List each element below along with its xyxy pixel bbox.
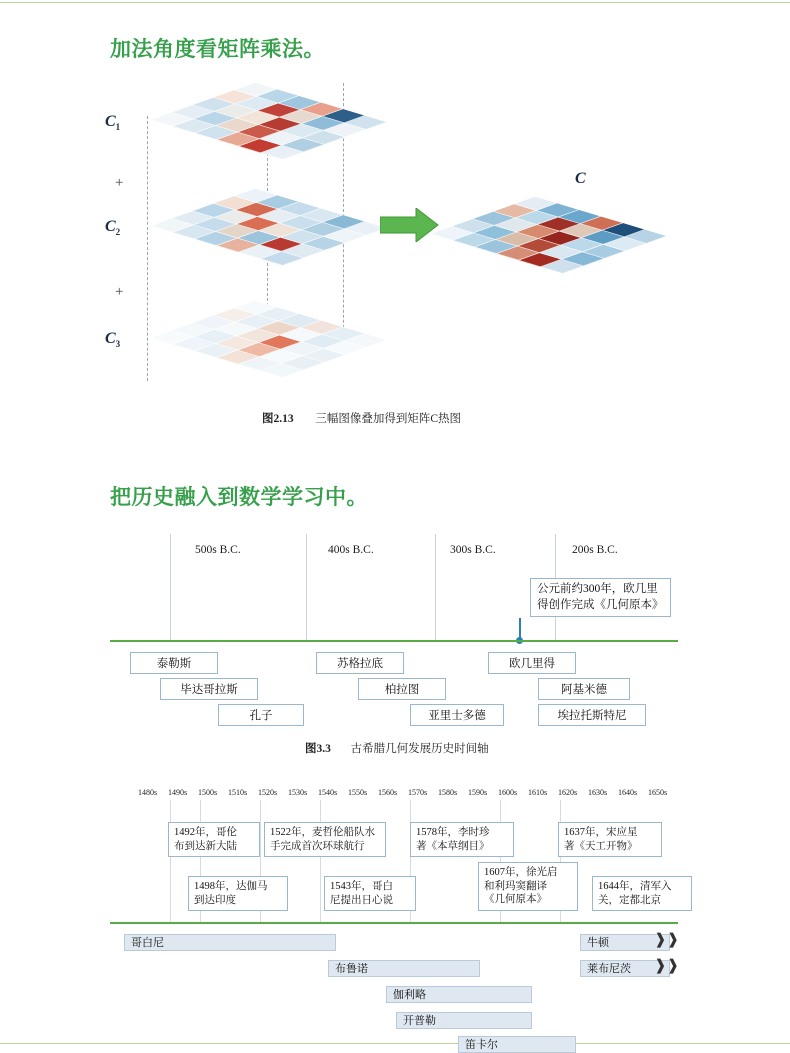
heatmap-grid-1 [150, 82, 388, 160]
note-line: 手完成首次环球航行 [270, 840, 365, 852]
note-line: 1492年，哥伦 [174, 827, 237, 838]
timeline-tick: 1640s [618, 788, 638, 797]
timeline-tick: 1620s [558, 788, 578, 797]
timeline-note-qingdynasty [592, 876, 692, 911]
figure-3-3-caption [305, 740, 489, 756]
timeline-person-label: 莱布尼茨 [587, 963, 631, 975]
figure-2-13 [95, 78, 695, 398]
note-line: 关，定都北京 [598, 894, 661, 906]
timeline-person-label: 布鲁诺 [335, 963, 368, 975]
timeline-modern [110, 778, 690, 1051]
timeline-note-copernicus [324, 876, 416, 911]
plus-operator-2: + [115, 284, 124, 300]
heatmap-grid-3 [150, 300, 388, 378]
timeline-tick: 1630s [588, 788, 608, 797]
note-line: 尼提出日心说 [330, 894, 393, 906]
timeline-note-line-2: 得创作完成《几何原本》 [537, 598, 664, 611]
timeline-note-songyingxing [558, 822, 662, 857]
timeline-person-box: 泰勒斯 [130, 652, 218, 674]
timeline-tick: 1530s [288, 788, 308, 797]
timeline-tick: 1550s [348, 788, 368, 797]
timeline-tick: 1590s [468, 788, 488, 797]
heatmap-result [430, 196, 668, 274]
timeline-greek [110, 530, 690, 740]
matrix-label-c2: $C_2$ [105, 218, 121, 238]
timeline-person-box: 孔子 [218, 704, 304, 726]
timeline-tick: 1610s [528, 788, 548, 797]
note-line: 《几何原本》 [484, 894, 547, 906]
timeline-note-magellan [264, 822, 386, 857]
timeline-gridline [170, 534, 171, 642]
timeline-person-box: 欧几里得 [488, 652, 576, 674]
note-line: 1607年，徐光启 [484, 867, 558, 878]
timeline-axis [110, 640, 678, 642]
timeline-tick: 1560s [378, 788, 398, 797]
timeline-note-euclid [530, 578, 671, 617]
timeline-note-line-1: 公元前约300年，欧几里 [537, 583, 658, 595]
plus-operator-1: + [115, 175, 124, 191]
heatmap-layer-1 [150, 82, 388, 160]
note-line: 1578年，李时珍 [416, 827, 490, 838]
timeline-tick: 1480s [138, 788, 158, 797]
timeline-tick: 1510s [228, 788, 248, 797]
heading-matrix-addition: 加法角度看矩阵乘法。 [110, 38, 325, 61]
timeline-person-label: 笛卡尔 [465, 1039, 498, 1051]
note-line: 和利玛窦翻译 [484, 880, 547, 892]
note-line: 到达印度 [194, 894, 236, 906]
caption-number: 图2.13 [262, 413, 294, 425]
timeline-tick: 1570s [408, 788, 428, 797]
timeline-note-lishizhen [410, 822, 514, 857]
right-arrow-green-icon [380, 208, 440, 247]
heatmap-layer-2 [150, 188, 388, 266]
heatmap-layer-3 [150, 300, 388, 378]
heatmap-grid-result [430, 196, 668, 274]
timeline-person-box: 埃拉托斯特尼 [538, 704, 646, 726]
timeline-person-label: 开普勒 [403, 1015, 436, 1027]
note-line: 1644年，清军入 [598, 881, 672, 892]
heading-history-math: 把历史融入到数学学习中。 [110, 486, 368, 509]
timeline-era-label: 200s B.C. [572, 544, 618, 556]
matrix-label-c3: $C_3$ [105, 330, 121, 350]
matrix-label-c1: $C_1$ [105, 113, 121, 133]
timeline-era-label: 400s B.C. [328, 544, 374, 556]
timeline-tick: 1540s [318, 788, 338, 797]
note-line: 著《天工开物》 [564, 840, 638, 852]
note-line: 1522年，麦哲伦船队水 [270, 827, 375, 838]
timeline-era-label: 500s B.C. [195, 544, 241, 556]
heatmap-grid-2 [150, 188, 388, 266]
timeline-person-box: 柏拉图 [358, 678, 446, 700]
timeline-gridline [320, 800, 321, 922]
figure-dashed-line-left [147, 116, 148, 381]
timeline-tick: 1580s [438, 788, 458, 797]
note-line: 布到达新大陆 [174, 840, 237, 852]
chevron-right-icon: ❱❱ [654, 957, 680, 974]
timeline-tick: 1500s [198, 788, 218, 797]
timeline-gridline [170, 800, 171, 922]
chevron-right-icon: ❱❱ [654, 931, 680, 948]
timeline-gridline [435, 534, 436, 642]
timeline-tick: 1600s [498, 788, 518, 797]
timeline-person-box: 亚里士多德 [410, 704, 504, 726]
timeline-gridline [306, 534, 307, 642]
timeline-person-label: 牛顿 [587, 937, 609, 949]
note-line: 著《本草纲目》 [416, 840, 490, 852]
timeline-person-label: 哥白尼 [131, 937, 164, 949]
note-line: 1498年，达伽马 [194, 881, 268, 892]
caption-number: 图3.3 [305, 743, 331, 755]
timeline-person-label: 伽利略 [393, 989, 426, 1001]
matrix-label-c-result: C [575, 170, 586, 187]
timeline-note-dagama [188, 876, 288, 911]
timeline-era-label: 300s B.C. [450, 544, 496, 556]
caption-text: 古希腊几何发展历史时间轴 [350, 743, 489, 755]
note-line: 1637年，宋应星 [564, 827, 638, 838]
timeline-note-xuguangqi [478, 862, 578, 911]
timeline-tick: 1490s [168, 788, 188, 797]
figure-2-13-caption [262, 410, 461, 426]
note-line: 1543年，哥白 [330, 881, 393, 892]
page-top-rule [0, 2, 790, 3]
timeline-person-box: 苏格拉底 [316, 652, 404, 674]
timeline-tick: 1650s [648, 788, 668, 797]
timeline-axis [110, 922, 678, 924]
timeline-note-columbus [168, 822, 260, 857]
caption-text: 三幅图像叠加得到矩阵C热图 [315, 413, 462, 425]
timeline-person-box: 毕达哥拉斯 [160, 678, 258, 700]
timeline-person-box: 阿基米德 [538, 678, 630, 700]
timeline-tick: 1520s [258, 788, 278, 797]
